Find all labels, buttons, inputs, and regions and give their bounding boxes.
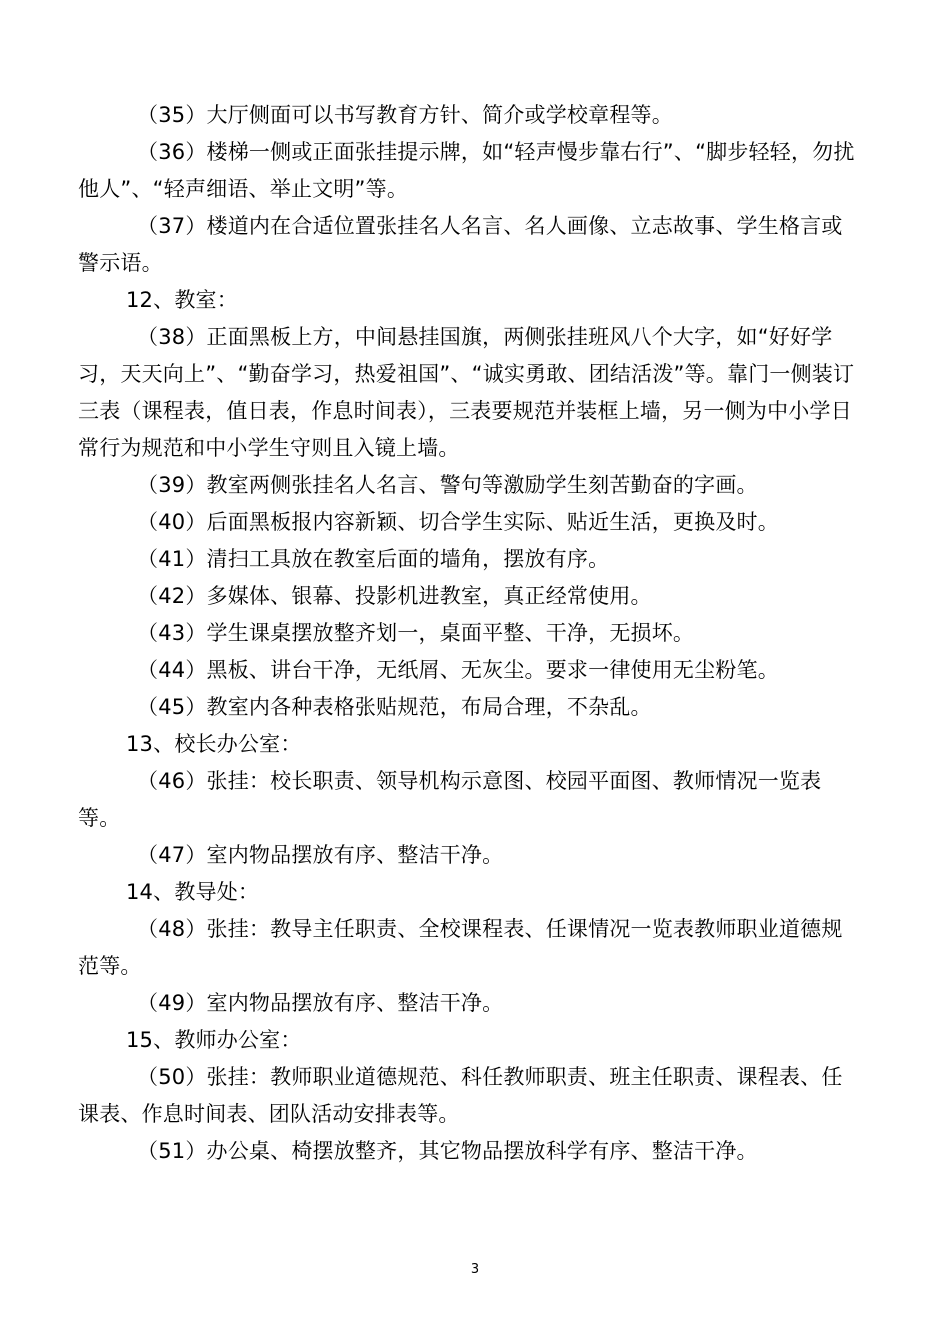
paragraph-item-46: （46）张挂：校长职责、领导机构示意图、校园平面图、教师情况一览表等。 [78, 769, 822, 830]
paragraph-item-50: （50）张挂：教师职业道德规范、科任教师职责、班主任职责、课程表、任课表、作息时间表、团队活动安排表等。 [78, 1065, 843, 1126]
paragraph-item-38: （38）正面黑板上方，中间悬挂国旗，两侧张挂班风八个大字，如“好好学习，天天向上”、“勤奋学习，热爱祖国”、“诚实勇敢、团结活泼”等。靠门一侧装订三表（课程表，值日表，作息时间表），三表要规范并装框上墙，另一侧为中小学日常行为规范和中小学生守则且入镜上墙。 [78, 325, 855, 460]
paragraph-item-47: （47）室内物品摆放有序、整洁干净。 [137, 843, 504, 867]
paragraph-item-40: （40）后面黑板报内容新颖、切合学生实际、贴近生活，更换及时。 [137, 510, 779, 534]
paragraph-item-35: （35）大厅侧面可以书写教育方针、简介或学校章程等。 [137, 103, 673, 127]
paragraph-item-45: （45）教室内各种表格张贴规范，布局合理，不杂乱。 [137, 695, 652, 719]
section-heading-teacher-office: 15、教师办公室： [126, 1028, 302, 1052]
paragraph-item-41: （41）清扫工具放在教室后面的墙角，摆放有序。 [137, 547, 610, 571]
section-heading-principal-office: 13、校长办公室： [126, 732, 302, 756]
paragraph-item-49: （49）室内物品摆放有序、整洁干净。 [137, 991, 504, 1015]
paragraph-item-42: （42）多媒体、银幕、投影机进教室，真正经常使用。 [137, 584, 652, 608]
section-heading-academic-office: 14、教导处： [126, 880, 260, 904]
document-body [78, 97, 862, 1170]
paragraph-item-43: （43）学生课桌摆放整齐划一，桌面平整、干净，无损坏。 [137, 621, 695, 645]
paragraph-item-51: （51）办公桌、椅摆放整齐，其它物品摆放科学有序、整洁干净。 [137, 1139, 758, 1163]
paragraph-item-37: （37）楼道内在合适位置张挂名人名言、名人画像、立志故事、学生格言或警示语。 [78, 214, 843, 275]
paragraph-item-44: （44）黑板、讲台干净，无纸屑、无灰尘。要求一律使用无尘粉笔。 [137, 658, 779, 682]
paragraph-item-48: （48）张挂：教导主任职责、全校课程表、任课情况一览表教师职业道德规范等。 [78, 917, 843, 978]
paragraph-item-39: （39）教室两侧张挂名人名言、警句等激励学生刻苦勤奋的字画。 [137, 473, 758, 497]
section-heading-classroom: 12、教室： [126, 288, 238, 312]
paragraph-item-36: （36）楼梯一侧或正面张挂提示牌，如“轻声慢步靠右行”、“脚步轻轻，勿扰他人”、“轻声细语、举止文明”等。 [78, 140, 855, 201]
page-number: 3 [470, 1262, 480, 1277]
